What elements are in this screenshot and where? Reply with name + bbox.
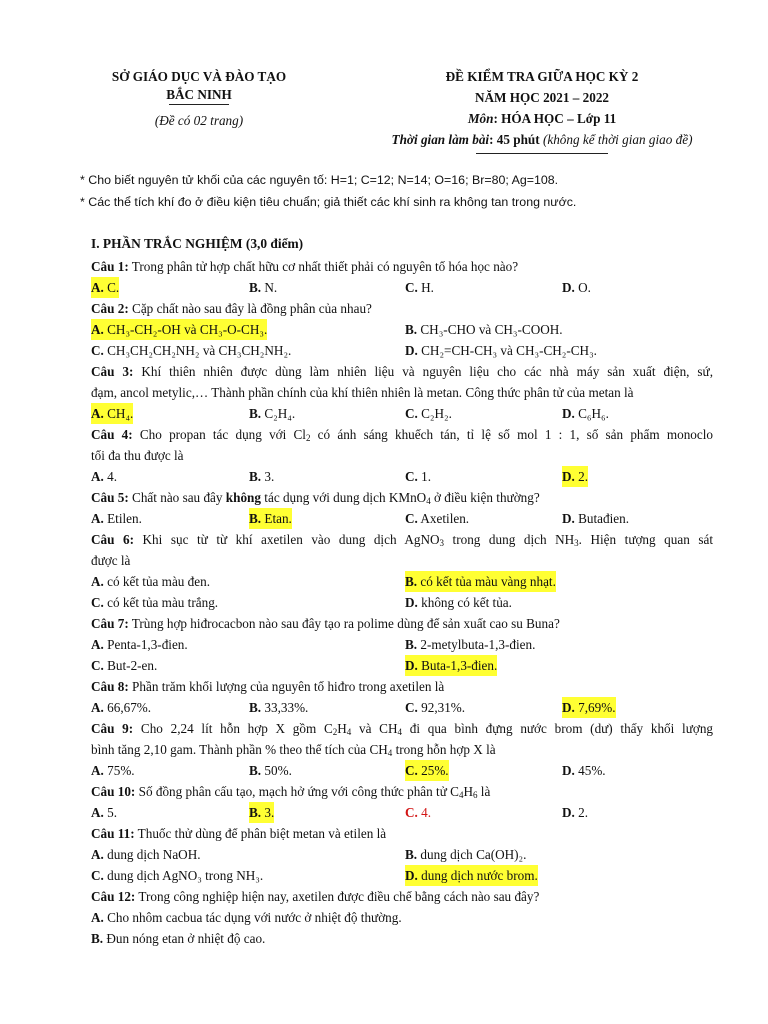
option-a[interactable]	[91, 319, 267, 340]
options-row	[91, 844, 721, 865]
option-key: C.	[405, 700, 418, 715]
option-key: C.	[405, 763, 418, 778]
question-label: Câu 10:	[91, 784, 136, 799]
option-key: D.	[562, 700, 575, 715]
option-text: CH₂=CH-CH₃ và CH₃-CH₂-CH₃.	[417, 343, 597, 358]
option-a[interactable]	[91, 508, 142, 529]
options-row	[91, 655, 721, 676]
question-text: bình tăng 2,10 gam. Thành phần % theo thể tích của CH	[91, 742, 388, 757]
option-text: 50%.	[261, 763, 292, 778]
question-text: trong dung dịch NH	[444, 532, 575, 547]
time-value: : 45 phút	[489, 132, 540, 147]
option-key: B.	[249, 700, 262, 715]
option-b[interactable]	[249, 277, 277, 298]
options-row	[91, 340, 721, 361]
option-key: D.	[562, 469, 575, 484]
option-text: 66,67%.	[103, 700, 152, 715]
option-text: 4.	[103, 469, 118, 484]
option-c[interactable]	[405, 508, 469, 529]
question-text: đạm, ancol metylic,… Thành phần chính của khí thiên nhiên là metan. Công thức phân tử của metan là	[91, 385, 634, 400]
option-a[interactable]	[91, 634, 188, 655]
option-key: B.	[405, 847, 418, 862]
option-b[interactable]	[405, 634, 535, 655]
question-text: Khi sục từ từ khí axetilen vào dung dịch AgNO	[133, 532, 440, 547]
question-text: . Hiện tượng quan sát	[578, 532, 713, 547]
option-text: 33,33%.	[261, 700, 309, 715]
option-c[interactable]	[91, 592, 218, 613]
option-text: có kết tủa màu đen.	[103, 574, 211, 589]
option-text: 4.	[417, 805, 432, 820]
option-b[interactable]	[249, 760, 292, 781]
option-text: O.	[578, 280, 591, 295]
question-6-line-2	[91, 550, 713, 571]
option-b[interactable]	[249, 403, 295, 424]
option-text: Cho nhôm cacbua tác dụng với nước ở nhiệt độ thường.	[103, 910, 402, 925]
subject-line	[330, 108, 754, 129]
question-label: Câu 5:	[91, 490, 129, 505]
question-text: tác dụng với dung dịch KMnO	[261, 490, 427, 505]
subscript: 3	[439, 538, 445, 548]
option-b[interactable]	[405, 844, 526, 865]
subscript: 6	[473, 790, 478, 800]
option-c[interactable]	[91, 340, 291, 361]
option-key: C.	[91, 343, 104, 358]
question-text: H	[463, 784, 473, 799]
option-text: 45%.	[574, 763, 606, 778]
option-key: D.	[562, 763, 575, 778]
option-c[interactable]	[91, 655, 157, 676]
option-a[interactable]	[91, 403, 133, 424]
option-text: Penta-1,3-đien.	[103, 637, 188, 652]
option-text: 3.	[261, 805, 275, 820]
option-key: A.	[91, 511, 104, 526]
options-row	[91, 802, 721, 823]
option-d[interactable]	[562, 508, 629, 529]
question-1	[91, 256, 713, 277]
option-c[interactable]	[405, 697, 465, 718]
subject-value: : HÓA HỌC – Lớp 11	[493, 111, 617, 126]
question-text: Số đồng phân cấu tạo, mạch hở ứng với công thức phân tử C	[135, 784, 459, 799]
option-text: Buta-1,3-đien.	[417, 658, 498, 673]
options-row	[91, 928, 721, 949]
option-key: A.	[91, 406, 104, 421]
option-text: H.	[421, 280, 434, 295]
question-9	[91, 718, 713, 739]
question-label: Câu 2:	[91, 301, 129, 316]
option-c[interactable]	[405, 760, 449, 781]
option-key: B.	[249, 763, 262, 778]
question-label: Câu 4:	[91, 427, 133, 442]
option-a[interactable]	[91, 277, 119, 298]
question-3-line-2	[91, 382, 713, 403]
option-d[interactable]	[562, 802, 588, 823]
options-row	[91, 865, 721, 886]
option-text: 75%.	[103, 763, 135, 778]
option-a[interactable]	[91, 844, 201, 865]
option-text: Etilen.	[103, 511, 142, 526]
atomic-mass-note: * Cho biết nguyên tử khối của các nguyên tố: H=1; C=12; N=14; O=16; Br=80; Ag=108.	[80, 173, 559, 187]
option-c[interactable]	[405, 403, 452, 424]
option-a[interactable]	[91, 466, 117, 487]
question-text: là	[477, 784, 491, 799]
option-key: A.	[91, 280, 108, 295]
gas-volume-note: * Các thể tích khí đo ở điều kiện tiêu chuẩn; giả thiết các khí sinh ra không tan trong nước.	[80, 195, 577, 209]
subscript: 4	[346, 727, 352, 737]
question-label: Câu 12:	[91, 889, 136, 904]
option-key: D.	[405, 595, 418, 610]
option-text: 1.	[417, 469, 432, 484]
option-text: 2.	[574, 805, 589, 820]
option-b[interactable]	[249, 466, 274, 487]
option-text: Axetilen.	[417, 511, 470, 526]
question-text: trong hỗn hợp X là	[392, 742, 496, 757]
question-label: Câu 9:	[91, 721, 134, 736]
department-underline	[169, 104, 229, 105]
option-d[interactable]	[562, 466, 588, 487]
question-2	[91, 298, 713, 319]
option-text: C₂H₄.	[261, 406, 296, 421]
question-text: Phần trăm khối lượng của nguyên tố hiđro trong axetilen là	[128, 679, 445, 694]
question-text: Cho propan tác dụng với Cl	[132, 427, 306, 442]
option-key: A.	[91, 574, 104, 589]
department-province: BẮC NINH	[166, 87, 232, 102]
option-text: 3.	[261, 469, 275, 484]
option-key: A.	[91, 700, 104, 715]
option-text: CH₃CH₂CH₂NH₂ và CH₃CH₂NH₂.	[103, 343, 292, 358]
option-d[interactable]	[562, 760, 606, 781]
question-12	[91, 886, 713, 907]
option-key: D.	[562, 406, 575, 421]
option-d[interactable]	[562, 277, 591, 298]
time-note: (không kể thời gian giao đề)	[539, 132, 693, 147]
options-row	[91, 571, 721, 592]
options-row	[91, 277, 721, 298]
question-text: có ánh sáng khuếch tán, tỉ lệ số mol 1 : 1, số sản phẩm monoclo	[310, 427, 713, 442]
options-row	[91, 634, 721, 655]
question-text: Trong công nghiệp hiện nay, axetilen được điều chế bằng cách nào sau đây?	[135, 889, 540, 904]
option-text: CH₃-CH₂-OH và CH₃-O-CH₃.	[103, 322, 268, 337]
question-6	[91, 529, 713, 550]
question-text: H	[337, 721, 347, 736]
option-key: D.	[405, 868, 418, 883]
option-d[interactable]	[562, 403, 609, 424]
option-text: C₆H₆.	[574, 406, 609, 421]
option-key: C.	[91, 868, 104, 883]
options-row	[91, 508, 721, 529]
option-key: A.	[91, 469, 104, 484]
title-underline	[476, 153, 608, 154]
option-key: C.	[405, 280, 422, 295]
option-key: C.	[405, 511, 418, 526]
emphasis-word: không	[225, 490, 261, 505]
options-row	[91, 403, 721, 424]
question-7	[91, 613, 713, 634]
question-text: Trùng hợp hiđrocacbon nào sau đây tạo ra polime dùng để sản xuất cao su Buna?	[128, 616, 560, 631]
options-row	[91, 319, 721, 340]
option-d[interactable]	[405, 340, 597, 361]
question-label: Câu 7:	[91, 616, 129, 631]
option-text: 2-metylbuta-1,3-đien.	[417, 637, 536, 652]
option-key: D.	[562, 805, 575, 820]
subject-label: Môn	[467, 111, 494, 126]
option-text: dung dịch AgNO₃ trong NH₃.	[103, 868, 264, 883]
option-text: 25%.	[417, 763, 449, 778]
option-key: D.	[405, 343, 418, 358]
subscript: 4	[458, 790, 464, 800]
section-title: I. PHẦN TRẮC NGHIỆM (3,0 điểm)	[91, 236, 304, 251]
option-key: B.	[249, 469, 262, 484]
option-key: D.	[405, 658, 418, 673]
option-text: có kết tủa màu vàng nhạt.	[417, 574, 556, 589]
option-b[interactable]	[405, 319, 563, 340]
time-label: Thời gian làm bài	[391, 132, 490, 147]
option-text: But-2-en.	[103, 658, 158, 673]
question-text: Chất nào sau đây	[128, 490, 226, 505]
option-key: B.	[249, 805, 262, 820]
option-c[interactable]	[405, 802, 431, 823]
question-text: Cặp chất nào sau đây là đồng phân của nhau?	[128, 301, 372, 316]
question-text: Khí thiên nhiên được dùng làm nhiên liệu và nguyên liệu cho các nhà máy sản xuất điện, sứ,	[133, 364, 713, 379]
option-b[interactable]	[405, 571, 556, 592]
subscript: 2	[305, 433, 311, 443]
options-row	[91, 697, 721, 718]
option-c[interactable]	[405, 466, 431, 487]
question-text: được là	[91, 553, 131, 568]
option-key: D.	[562, 511, 575, 526]
options-row	[91, 592, 721, 613]
option-d[interactable]	[405, 655, 497, 676]
option-a[interactable]	[91, 907, 402, 928]
subscript: 2	[332, 727, 338, 737]
option-text: N.	[264, 280, 278, 295]
option-key: A.	[91, 322, 104, 337]
time-line	[330, 129, 754, 150]
option-key: B.	[249, 511, 262, 526]
option-text: 2.	[574, 469, 589, 484]
option-key: B.	[91, 931, 104, 946]
question-text: ở điều kiện thường?	[430, 490, 540, 505]
option-d[interactable]	[405, 865, 538, 886]
department-block	[70, 66, 328, 131]
option-text: 5.	[103, 805, 118, 820]
question-9-line-2	[91, 739, 713, 760]
option-d[interactable]	[405, 592, 512, 613]
option-key: B.	[405, 637, 418, 652]
option-text: dung dịch Ca(OH)₂.	[417, 847, 527, 862]
option-b[interactable]	[249, 508, 292, 529]
option-key: B.	[405, 574, 418, 589]
option-text: dung dịch nước brom.	[417, 868, 538, 883]
exam-title-block	[330, 66, 754, 150]
question-5	[91, 487, 713, 508]
department-name: SỞ GIÁO DỤC VÀ ĐÀO TẠO	[111, 69, 287, 84]
option-key: C.	[405, 406, 418, 421]
options-row	[91, 760, 721, 781]
question-label: Câu 3:	[91, 364, 134, 379]
subscript: 4	[387, 748, 393, 758]
option-text: 7,69%.	[574, 700, 616, 715]
school-year: NĂM HỌC 2021 – 2022	[474, 90, 610, 105]
option-d[interactable]	[562, 697, 616, 718]
subscript: 3	[574, 538, 579, 548]
option-b[interactable]	[249, 697, 308, 718]
question-label: Câu 1:	[91, 259, 129, 274]
option-b[interactable]	[249, 802, 274, 823]
option-key: A.	[91, 763, 104, 778]
question-4	[91, 424, 713, 445]
option-key: A.	[91, 805, 104, 820]
option-key: B.	[405, 322, 418, 337]
question-4-line-2	[91, 445, 713, 466]
option-text: C₂H₂.	[417, 406, 452, 421]
page-count-note: (Đề có 02 trang)	[154, 113, 244, 128]
option-text: có kết tủa màu trắng.	[103, 595, 219, 610]
option-key: A.	[91, 637, 104, 652]
subscript: 4	[397, 727, 403, 737]
option-text: không có kết tủa.	[417, 595, 512, 610]
question-text: tối đa thu được là	[91, 448, 184, 463]
option-text: C.	[107, 280, 120, 295]
option-b[interactable]	[91, 928, 265, 949]
option-c[interactable]	[91, 865, 263, 886]
option-text: Etan.	[261, 511, 292, 526]
option-c[interactable]	[405, 277, 434, 298]
question-3	[91, 361, 713, 382]
option-key: A.	[91, 847, 104, 862]
option-text: dung dịch NaOH.	[103, 847, 201, 862]
question-label: Câu 11:	[91, 826, 135, 841]
option-key: A.	[91, 910, 104, 925]
option-text: Đun nóng etan ở nhiệt độ cao.	[103, 931, 266, 946]
option-text: CH₃-CHO và CH₃-COOH.	[417, 322, 563, 337]
option-key: D.	[562, 280, 579, 295]
option-text: Butađien.	[574, 511, 630, 526]
question-text: Trong phân tử hợp chất hữu cơ nhất thiết phải có nguyên tố hóa học nào?	[128, 259, 519, 274]
option-key: B.	[249, 280, 265, 295]
option-text: CH₄.	[103, 406, 134, 421]
question-text: Thuốc thử dùng để phân biệt metan và etilen là	[134, 826, 387, 841]
question-10	[91, 781, 713, 802]
option-a[interactable]	[91, 802, 117, 823]
question-11	[91, 823, 713, 844]
question-text: đi qua bình đựng nước brom (dư) thấy khối lượng	[402, 721, 714, 736]
option-text: 92,31%.	[417, 700, 466, 715]
subscript: 4	[426, 496, 431, 506]
option-key: C.	[91, 595, 104, 610]
option-a[interactable]	[91, 760, 135, 781]
question-label: Câu 6:	[91, 532, 134, 547]
option-key: C.	[405, 469, 418, 484]
option-a[interactable]	[91, 697, 151, 718]
option-a[interactable]	[91, 571, 210, 592]
options-row	[91, 466, 721, 487]
question-text: và CH	[351, 721, 398, 736]
exam-title: ĐỀ KIỂM TRA GIỮA HỌC KỲ 2	[445, 69, 639, 84]
option-key: C.	[405, 805, 418, 820]
question-text: Cho 2,24 lít hỗn hợp X gồm C	[133, 721, 333, 736]
options-row	[91, 907, 721, 928]
option-key: C.	[91, 658, 104, 673]
option-key: B.	[249, 406, 262, 421]
question-8	[91, 676, 713, 697]
question-label: Câu 8:	[91, 679, 129, 694]
